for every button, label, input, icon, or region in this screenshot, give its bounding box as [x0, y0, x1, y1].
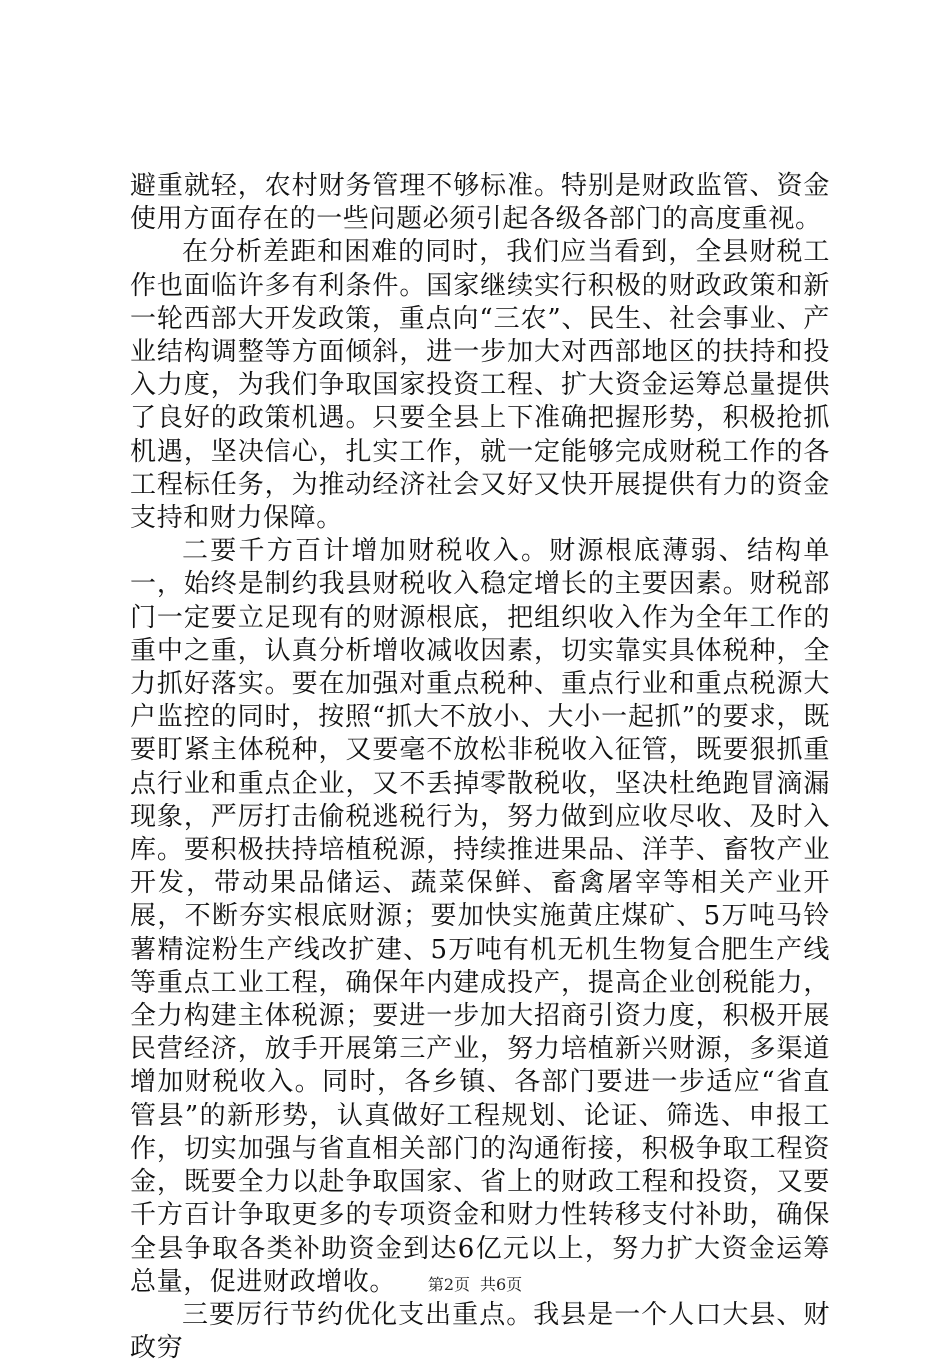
paragraph-favorable-conditions: 在分析差距和困难的同时，我们应当看到，全县财税工作也面临许多有利条件。国家继续实行积极的财政政策和新一轮西部大开发政策，重点向“三农”、民生、社会事业、产业结构调整等方面倾斜，进一步加大对西部地区的扶持和投入力度，为我们争取国家投资工程、扩大资金运筹总量提供了良好的政策机遇。只要全县上下准确把握形势，积极抢抓机遇，坚决信心，扎实工作，就一定能够完成财税工作的各工程标任务，为推动经济社会又好又快开展提供有力的资金支持和财力保障。	[130, 237, 830, 534]
paragraph-optimize-spending: 三要厉行节约优化支出重点。我县是一个人口大县、财政穷	[130, 1299, 830, 1364]
page-total: 共6页	[480, 1275, 523, 1294]
page-number: 第2页	[427, 1275, 470, 1294]
paragraph-continuation: 避重就轻，农村财务管理不够标准。特别是财政监管、资金使用方面存在的一些问题必须引起各级各部门的高度重视。	[130, 171, 830, 235]
paragraph-increase-revenue: 二要千方百计增加财税收入。财源根底薄弱、结构单一，始终是制约我县财税收入稳定增长的主要因素。财税部门一定要立足现有的财源根底，把组织收入作为全年工作的重中之重，认真分析增收减收因素，切实靠实具体税种，全力抓好落实。要在加强对重点税种、重点行业和重点税源大户监控的同时，按照“抓大不放小、大小一起抓”的要求，既要盯紧主体税种，又要毫不放松非税收入征管，既要狠抓重点行业和重点企业，又不丢掉零散税收，坚决杜绝跑冒滴漏现象，严厉打击偷税逃税行为，努力做到应收尽收、及时入库。要积极扶持培植税源，持续推进果品、洋芋、畜牧产业开发，带动果品储运、蔬菜保鲜、畜禽屠宰等相关产业开展，不断夯实根底财源；要加快实施黄庄煤矿、5万吨马铃薯精淀粉生产线改扩建、5万吨有机无机生物复合肥生产线等重点工业工程，确保年内建成投产，提高企业创税能力，全力构建主体税源；要进一步加大招商引资力度，积极开展民营经济，放手开展第三产业，努力培植新兴财源，多渠道增加财税收入。同时，各乡镇、各部门要进一步适应“省直管县”的新形势，认真做好工程规划、论证、筛选、申报工作，切实加强与省直相关部门的沟通衔接，积极争取工程资金，既要全力以赴争取国家、省上的财政工程和投资，又要千方百计争取更多的专项资金和财力性转移支付补助，确保全县争取各类补助资金到达6亿元以上，努力扩大资金运筹总量，促进财政增收。	[130, 536, 830, 1297]
page-footer	[0, 1272, 950, 1295]
body-text	[130, 170, 830, 1365]
